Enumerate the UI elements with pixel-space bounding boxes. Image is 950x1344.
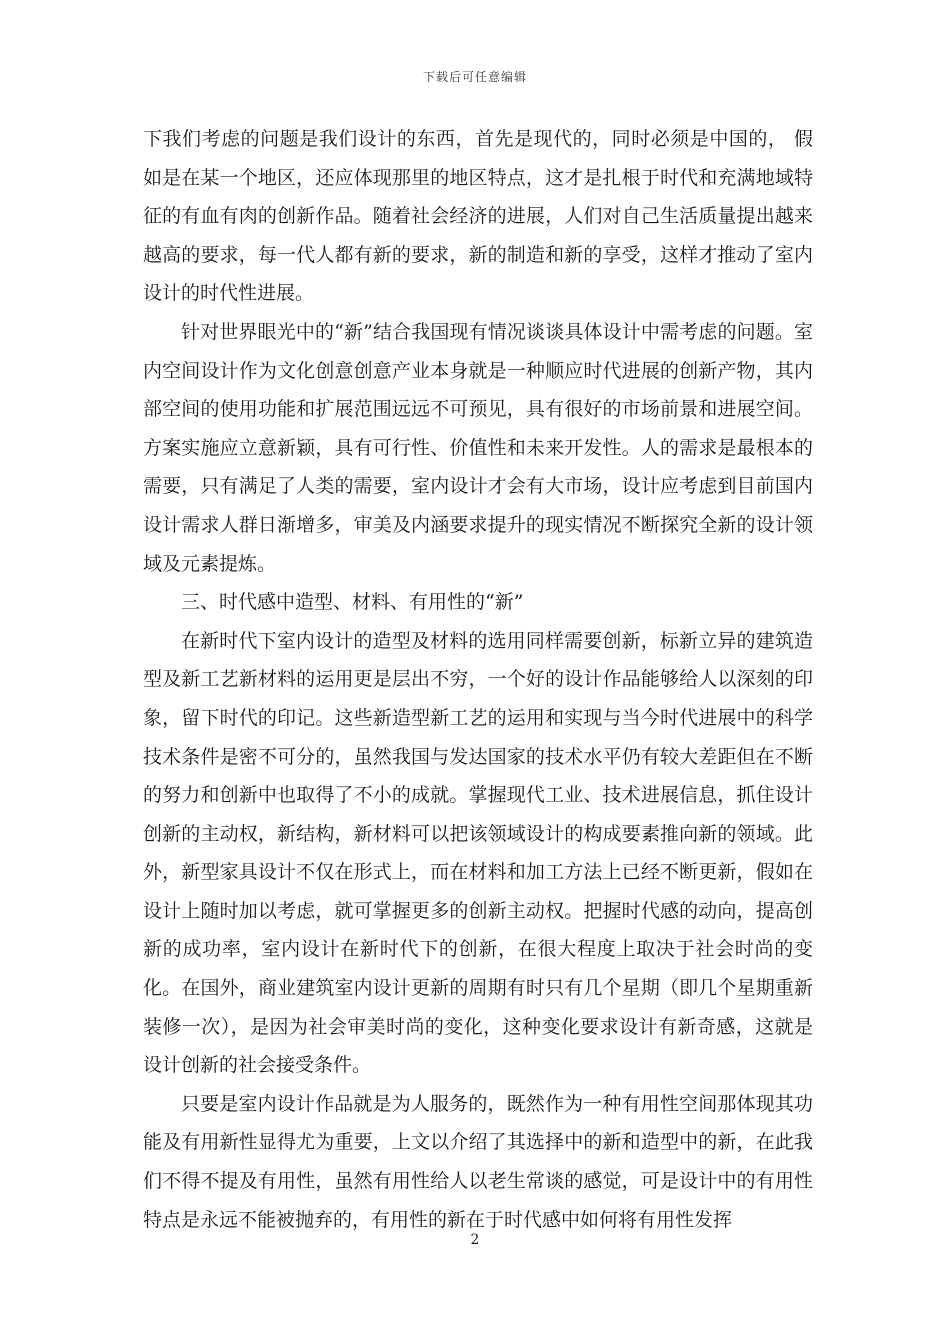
section-heading: 三、时代感中造型、材料、有用性的“新” (181, 591, 524, 614)
page-header: 下载后可任意编辑 (422, 70, 527, 84)
page-number: 2 (470, 1232, 480, 1248)
paragraph-form-materials: 在新时代下室内设计的造型及材料的选用同样需要创新，标新立异的建筑造型及新工艺新材料的运用更是层出不穷，一个好的设计作品能够给人以深刻的印象，留下时代的印记。这些新造型新工艺的运用和实现与当今时代进展中的科学技术条件是密不可分的，虽然我国与发达国家的技术水平仍有较大差距但在不断的努力和创新中也取得了不小的成就。掌握现代工业、技术进展信息，抓住设计创新的主动权，新结构，新材料可以把该领域设计的构成要素推向新的领域。此外，新型家具设计不仅在形式上，而在材料和加工方法上已经不断更新，假如在设计上随时加以考虑，就可掌握更多的创新主动权。把握时代感的动向，提高创新的成功率，室内设计在新时代下的创新，在很大程度上取决于社会时尚的变化。在国外，商业建筑室内设计更新的周期有时只有几个星期（即几个星期重新装修一次），是因为社会审美时尚的变化，这种变化要求设计有新奇感，这就是设计创新的社会接受条件。 (143, 629, 813, 1077)
paragraph-world-perspective: 针对世界眼光中的“新”结合我国现有情况谈谈具体设计中需考虑的问题。室内空间设计作为文化创意创意产业本身就是一种顺应时代进展的创新产物，其内部空间的使用功能和扩展范围远远不可预见，具有很好的市场前景和进展空间。方案实施应立意新颖，具有可行性、价值性和未来开发性。人的需求是最根本的需要，只有满足了人类的需要，室内设计才会有大市场，设计应考虑到目前国内设计需求人群日渐增多，审美及内涵要求提升的现实情况不断探究全新的设计领域及元素提炼。 (143, 320, 813, 575)
paragraph-continuation: 下我们考虑的问题是我们设计的东西，首先是现代的，同时必须是中国的， 假如是在某一个地区，还应体现那里的地区特点，这才是扎根于时代和充满地域特征的有血有肉的创新作品。随着社会经济的进展，人们对自己生活质量提出越来越高的要求，每一代人都有新的要求，新的制造和新的享受，这样才推动了室内设计的时代性进展。 (143, 128, 813, 305)
document-body (143, 120, 813, 1239)
paragraph-practicality: 只要是室内设计作品就是为人服务的，既然作为一种有用性空间那体现其功能及有用新性显得尤为重要，上文以介绍了其选择中的新和造型中的新，在此我们不得不提及有用性，虽然有用性给人以老生常谈的感觉，可是设计中的有用性特点是永远不能被抛弃的，有用性的新在于时代感中如何将有用性发挥 (143, 1092, 813, 1231)
